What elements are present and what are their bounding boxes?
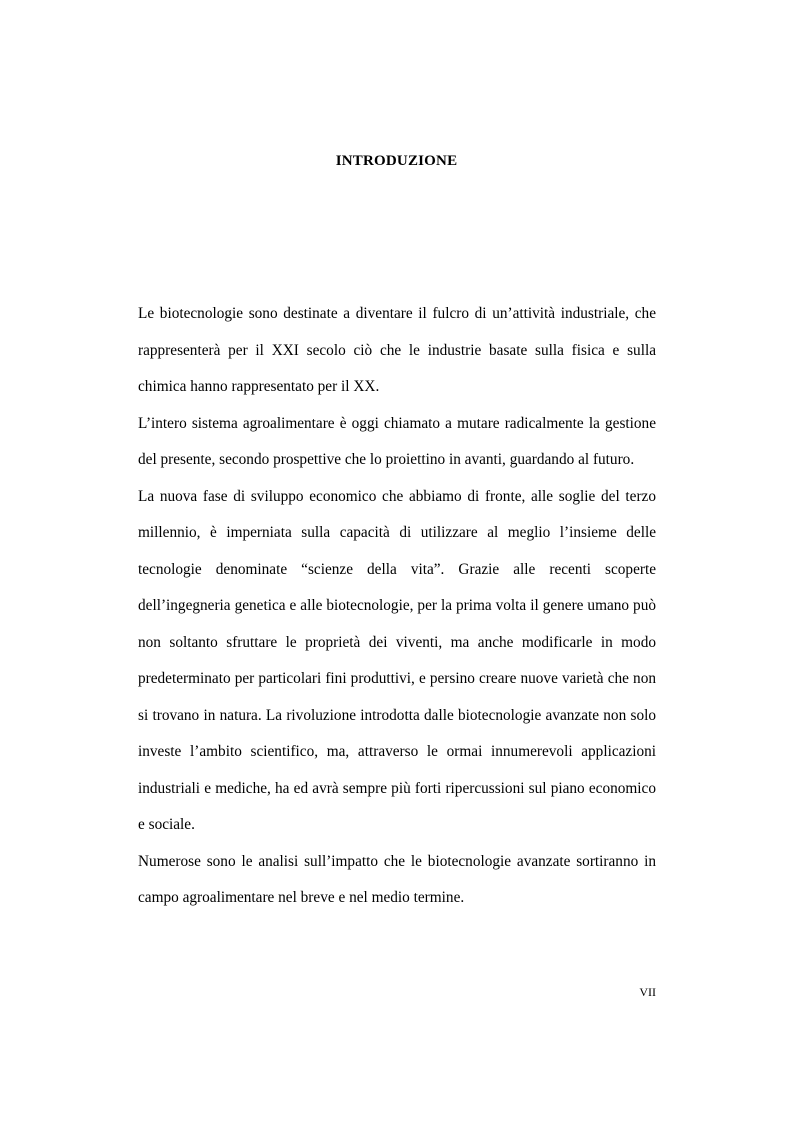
body-text — [138, 296, 656, 917]
paragraph-4: Numerose sono le analisi sull’impatto che le biotecnologie avanzate sortiranno in campo agroalimentare nel breve e nel medio termine. — [138, 852, 656, 906]
paragraph-1: Le biotecnologie sono destinate a diventare il fulcro di un’attività industriale, che rappresenterà per il XXI secolo ciò che le industrie basate sulla fisica e sulla chimica hanno rappresentato per il XX. — [138, 305, 656, 395]
paragraph-2: L’intero sistema agroalimentare è oggi chiamato a mutare radicalmente la gestione del presente, secondo prospettive che lo proiettino in avanti, guardando al futuro. — [138, 414, 656, 468]
page-number: VII — [639, 985, 656, 999]
page-title: INTRODUZIONE — [335, 153, 458, 169]
paragraph-3: La nuova fase di sviluppo economico che abbiamo di fronte, alle soglie del terzo millennio, è imperniata sulla capacità di utilizzare al meglio l’insieme delle tecnologie denominate “scienze della vita”. Grazie alle recenti scoperte dell’ingegneria genetica e alle biotecnologie, per la prima volta il genere umano può non soltanto sfruttare le proprietà dei viventi, ma anche modificarle in modo predeterminato per particolari fini produttivi, e persino creare nuove varietà che non si trovano in natura. La rivoluzione introdotta dalle biotecnologie avanzate non solo investe l’ambito scientifico, ma, attraverso le ormai innumerevoli applicazioni industriali e mediche, ha ed avrà sempre più forti ripercussioni sul piano economico e sociale. — [138, 487, 656, 833]
